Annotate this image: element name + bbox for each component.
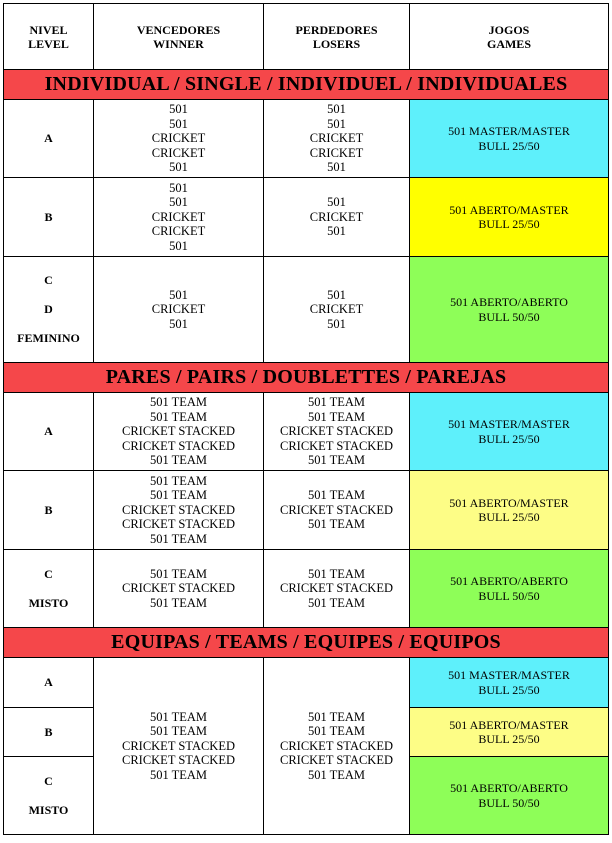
table-row <box>4 471 609 550</box>
level-cell: C D FEMININO <box>4 257 94 363</box>
table-row <box>4 658 609 708</box>
games-cell: 501 ABERTO/MASTER BULL 25/50 <box>410 708 609 757</box>
winners-cell: 501 TEAM 501 TEAM CRICKET STACKED CRICKET STACKED 501 TEAM <box>94 471 264 550</box>
games-cell: 501 MASTER/MASTER BULL 25/50 <box>410 393 609 471</box>
losers-cell: 501 TEAM 501 TEAM CRICKET STACKED CRICKET STACKED 501 TEAM <box>264 393 410 471</box>
losers-cell: 501 TEAM CRICKET STACKED 501 TEAM <box>264 550 410 628</box>
table-row <box>4 178 609 257</box>
losers-cell: 501 CRICKET 501 <box>264 257 410 363</box>
level-cell: A <box>4 658 94 708</box>
section-pairs <box>4 363 609 393</box>
games-cell: 501 ABERTO/ABERTO BULL 50/50 <box>410 757 609 835</box>
games-cell: 501 ABERTO/MASTER BULL 25/50 <box>410 471 609 550</box>
level-cell: B <box>4 471 94 550</box>
level-cell: C MISTO <box>4 757 94 835</box>
games-cell: 501 ABERTO/ABERTO BULL 50/50 <box>410 550 609 628</box>
header-row <box>4 4 609 70</box>
winners-cell: 501 501 CRICKET CRICKET 501 <box>94 178 264 257</box>
losers-cell: 501 TEAM 501 TEAM CRICKET STACKED CRICKET STACKED 501 TEAM <box>264 658 410 835</box>
winners-cell: 501 TEAM 501 TEAM CRICKET STACKED CRICKET STACKED 501 TEAM <box>94 658 264 835</box>
section-title-individual: INDIVIDUAL / SINGLE / INDIVIDUEL / INDIVIDUALES <box>4 70 609 100</box>
level-header: NIVEL LEVEL <box>4 4 94 70</box>
section-title-pairs: PARES / PAIRS / DOUBLETTES / PAREJAS <box>4 363 609 393</box>
level-cell: B <box>4 708 94 757</box>
losers-cell: 501 CRICKET 501 <box>264 178 410 257</box>
winners-cell: 501 CRICKET 501 <box>94 257 264 363</box>
table-row <box>4 257 609 363</box>
table-row <box>4 550 609 628</box>
winners-header: VENCEDORES WINNER <box>94 4 264 70</box>
level-cell: C MISTO <box>4 550 94 628</box>
winners-cell: 501 TEAM 501 TEAM CRICKET STACKED CRICKET STACKED 501 TEAM <box>94 393 264 471</box>
level-cell: A <box>4 100 94 178</box>
section-teams <box>4 628 609 658</box>
games-header: JOGOS GAMES <box>410 4 609 70</box>
losers-header: PERDEDORES LOSERS <box>264 4 410 70</box>
games-cell: 501 ABERTO/MASTER BULL 25/50 <box>410 178 609 257</box>
tournament-table <box>3 3 609 835</box>
winners-cell: 501 TEAM CRICKET STACKED 501 TEAM <box>94 550 264 628</box>
losers-cell: 501 501 CRICKET CRICKET 501 <box>264 100 410 178</box>
section-individual <box>4 70 609 100</box>
table-row <box>4 100 609 178</box>
games-cell: 501 ABERTO/ABERTO BULL 50/50 <box>410 257 609 363</box>
games-cell: 501 MASTER/MASTER BULL 25/50 <box>410 100 609 178</box>
winners-cell: 501 501 CRICKET CRICKET 501 <box>94 100 264 178</box>
level-cell: A <box>4 393 94 471</box>
table-row <box>4 393 609 471</box>
section-title-teams: EQUIPAS / TEAMS / EQUIPES / EQUIPOS <box>4 628 609 658</box>
losers-cell: 501 TEAM CRICKET STACKED 501 TEAM <box>264 471 410 550</box>
games-cell: 501 MASTER/MASTER BULL 25/50 <box>410 658 609 708</box>
level-cell: B <box>4 178 94 257</box>
